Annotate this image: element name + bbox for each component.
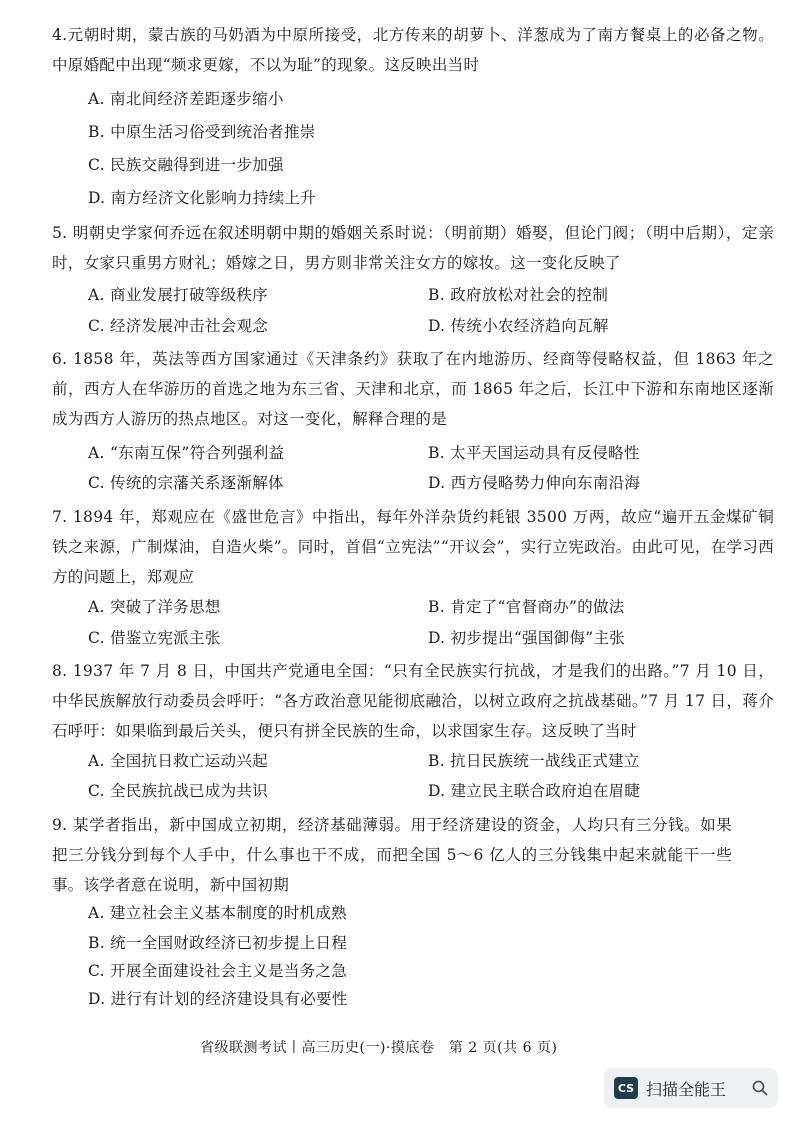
scanner-app-name: 扫描全能王: [646, 1079, 727, 1099]
question-9-option-a: A. 建立社会主义基本制度的时机成熟: [88, 904, 347, 922]
question-5-option-b: B. 政府放松对社会的控制: [428, 286, 609, 304]
question-7-option-a: A. 突破了洋务思想: [88, 598, 221, 616]
question-6-stem: 6. 1858 年，英法等西方国家通过《天津条约》获取了在内地游历、经商等侵略权益，但 1863 年之前，西方人在华游历的首选之地为东三省、天津和北京，而 1865 年之后，长江中下游和东南地区逐渐成为西方人游历的热点地区。对这一变化，解释合理的是: [52, 350, 774, 428]
question-5-option-a: A. 商业发展打破等级秩序: [88, 286, 268, 304]
question-8-option-c: C. 全民族抗战已成为共识: [88, 782, 269, 800]
question-8-option-b: B. 抗日民族统一战线正式建立: [428, 752, 640, 770]
question-4-option-c: C. 民族交融得到进一步加强: [88, 156, 284, 174]
question-7-option-b: B. 肯定了“官督商办”的做法: [428, 598, 625, 616]
question-9-option-b: B. 统一全国财政经济已初步提上日程: [88, 934, 348, 952]
question-5-stem: 5. 明朝史学家何乔远在叙述明朝中期的婚姻关系时说：（明前期）婚娶，但论门阀；（明中后期），定亲时，女家只重男方财礼；婚嫁之日，男方则非常关注女方的嫁妆。这一变化反映了: [52, 224, 774, 272]
question-7-stem: 7. 1894 年，郑观应在《盛世危言》中指出，每年外洋杂货约耗银 3500 万两，故应“遍开五金煤矿铜铁之来源，广制煤油，自造火柴”。同时，首倡“立宪法”“开议会”，实行立宪政治。由此可见，在学习西方的问题上，郑观应: [52, 508, 774, 586]
question-9-stem: 9. 某学者指出，新中国成立初期，经济基础薄弱。用于经济建设的资金，人均只有三分钱。如果把三分钱分到每个人手中，什么事也干不成，而把全国 5～6 亿人的三分钱集中起来就能干一些事。该学者意在说明，新中国初期: [52, 816, 732, 894]
question-4-option-b: B. 中原生活习俗受到统治者推崇: [88, 123, 316, 141]
question-8-stem: 8. 1937 年 7 月 8 日，中国共产党通电全国：“只有全民族实行抗战，才是我们的出路。”7 月 10 日，中华民族解放行动委员会呼吁：“各方政治意见能彻底融洽，以树立政府之抗战基础。”7 月 17 日，蒋介石呼吁：如果临到最后关头，便只有拼全民族的生命，以求国家生存。这反映了当时: [52, 662, 774, 740]
question-8-option-d: D. 建立民主联合政府迫在眉睫: [428, 782, 641, 800]
question-6-option-a: A. “东南互保”符合列强利益: [88, 444, 285, 462]
camscanner-logo: CS: [614, 1077, 638, 1099]
scanner-app-badge[interactable]: [604, 1068, 778, 1108]
question-4-stem: 4.元朝时期，蒙古族的马奶酒为中原所接受，北方传来的胡萝卜、洋葱成为了南方餐桌上的必备之物。中原婚配中出现“频求更嫁，不以为耻”的现象。这反映出当时: [52, 26, 774, 74]
search-icon[interactable]: [752, 1080, 768, 1096]
question-6-option-b: B. 太平天国运动具有反侵略性: [428, 444, 640, 462]
question-7-option-d: D. 初步提出“强国御侮”主张: [428, 629, 626, 647]
question-7-option-c: C. 借鉴立宪派主张: [88, 629, 221, 647]
question-9-option-d: D. 进行有计划的经济建设具有必要性: [88, 990, 348, 1008]
question-4-option-a: A. 南北间经济差距逐步缩小: [88, 90, 284, 108]
page-footer: 省级联测考试丨高三历史(一)·摸底卷 第 2 页(共 6 页): [200, 1040, 558, 1056]
question-8-option-a: A. 全国抗日救亡运动兴起: [88, 752, 268, 770]
question-5-option-c: C. 经济发展冲击社会观念: [88, 317, 269, 335]
question-6-option-c: C. 传统的宗藩关系逐渐解体: [88, 474, 284, 492]
question-6-option-d: D. 西方侵略势力伸向东南沿海: [428, 474, 641, 492]
question-4-option-d: D. 南方经济文化影响力持续上升: [88, 189, 317, 207]
question-9-option-c: C. 开展全面建设社会主义是当务之急: [88, 962, 348, 980]
question-5-option-d: D. 传统小农经济趋向瓦解: [428, 317, 609, 335]
